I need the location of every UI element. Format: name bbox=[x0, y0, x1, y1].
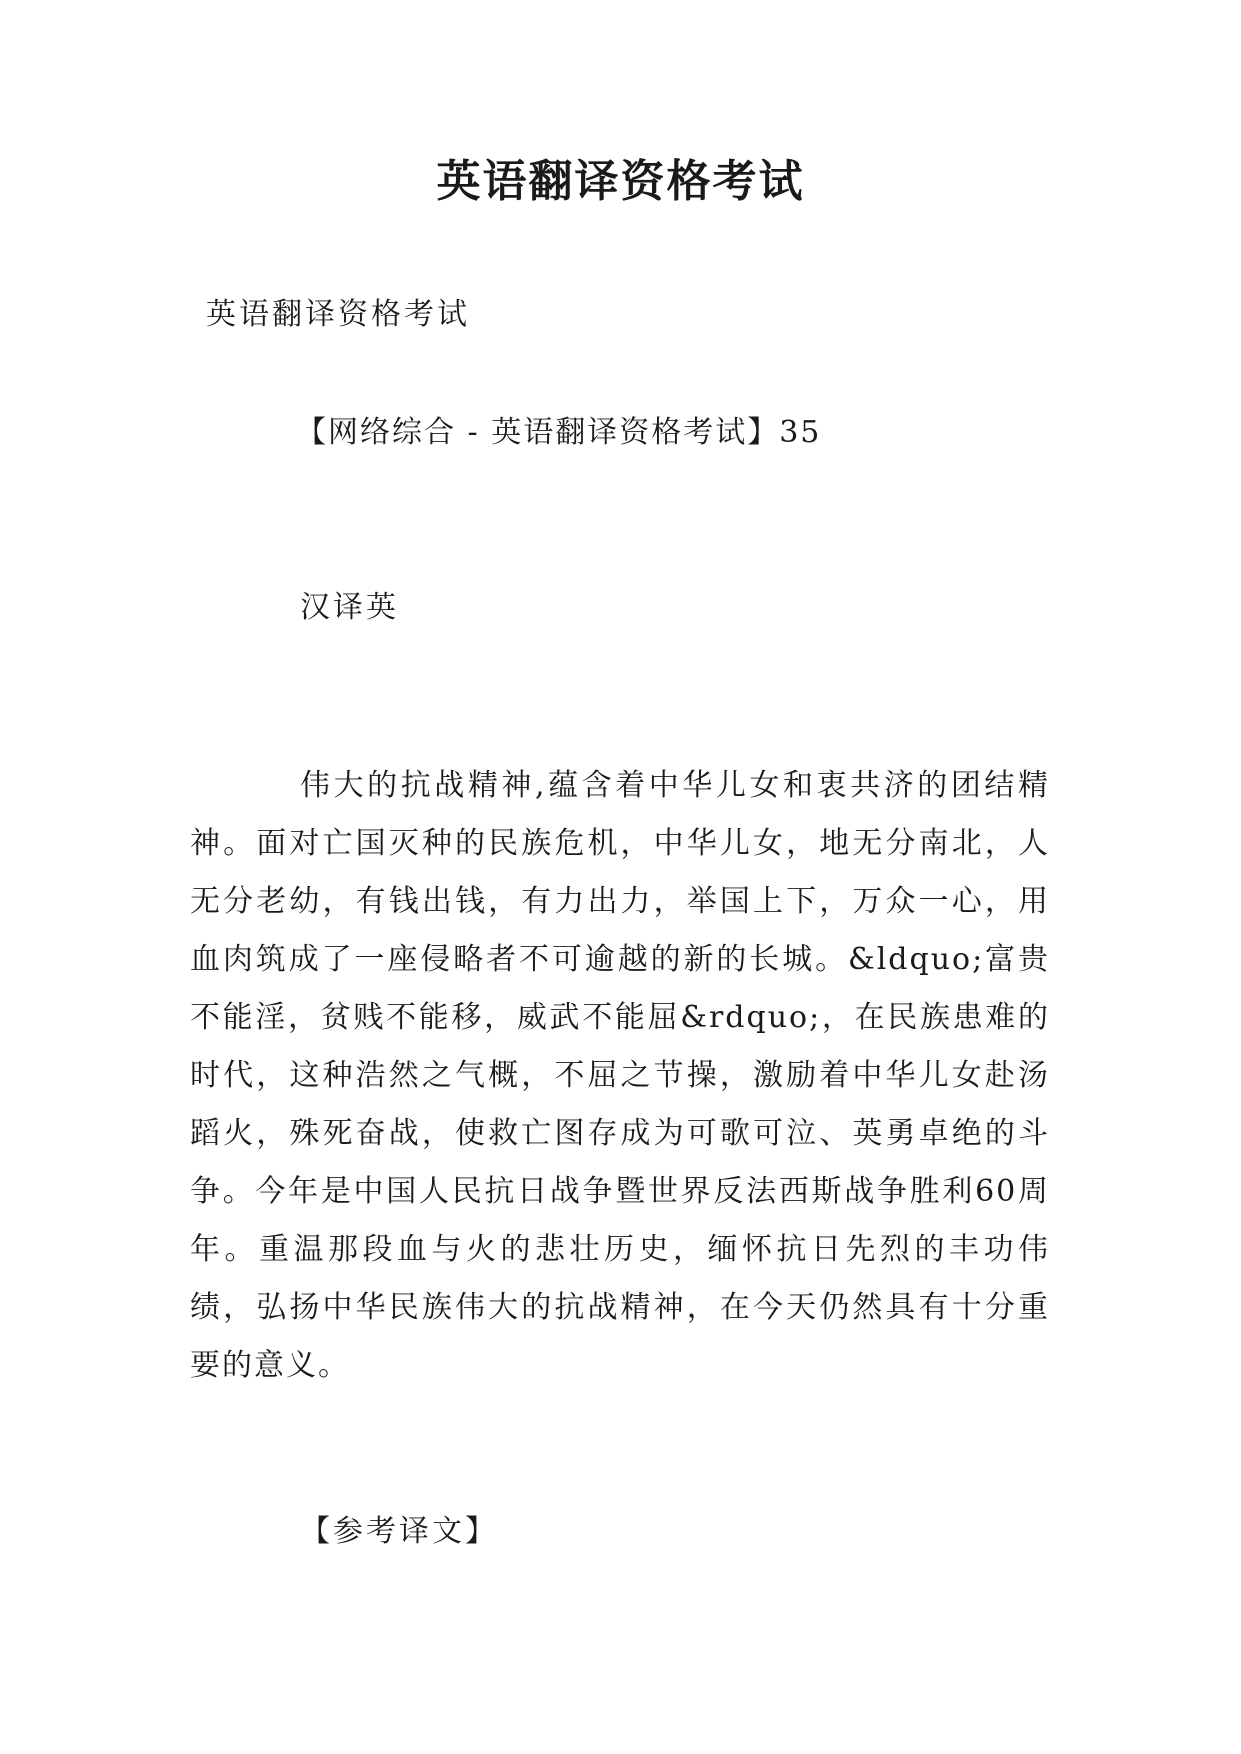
source-line: 【网络综合 - 英语翻译资格考试】35 bbox=[296, 415, 822, 450]
document-subtitle: 英语翻译资格考试 bbox=[206, 297, 470, 332]
reference-heading: 【参考译文】 bbox=[300, 1514, 498, 1549]
section-heading: 汉译英 bbox=[300, 590, 399, 625]
document-title: 英语翻译资格考试 bbox=[436, 156, 805, 207]
body-paragraph: 伟大的抗战精神,蕴含着中华儿女和衷共济的团结精神。面对亡国灭种的民族危机，中华儿女，地无分南北，人无分老幼，有钱出钱，有力出力，举国上下，万众一心，用血肉筑成了一座侵略者不可逾越的新的长城。&ldquo;富贵不能淫，贫贱不能移，威武不能屈&rdquo;，在民族患难的时代，这种浩然之气概，不屈之节操，激励着中华儿女赴汤蹈火，殊死奋战，使救亡图存成为可歌可泣、英勇卓绝的斗争。今年是中国人民抗日战争暨世界反法西斯战争胜利60周年。重温那段血与火的悲壮历史，缅怀抗日先烈的丰功伟绩，弘扬中华民族伟大的抗战精神，在今天仍然具有十分重要的意义。 bbox=[190, 768, 1050, 1383]
